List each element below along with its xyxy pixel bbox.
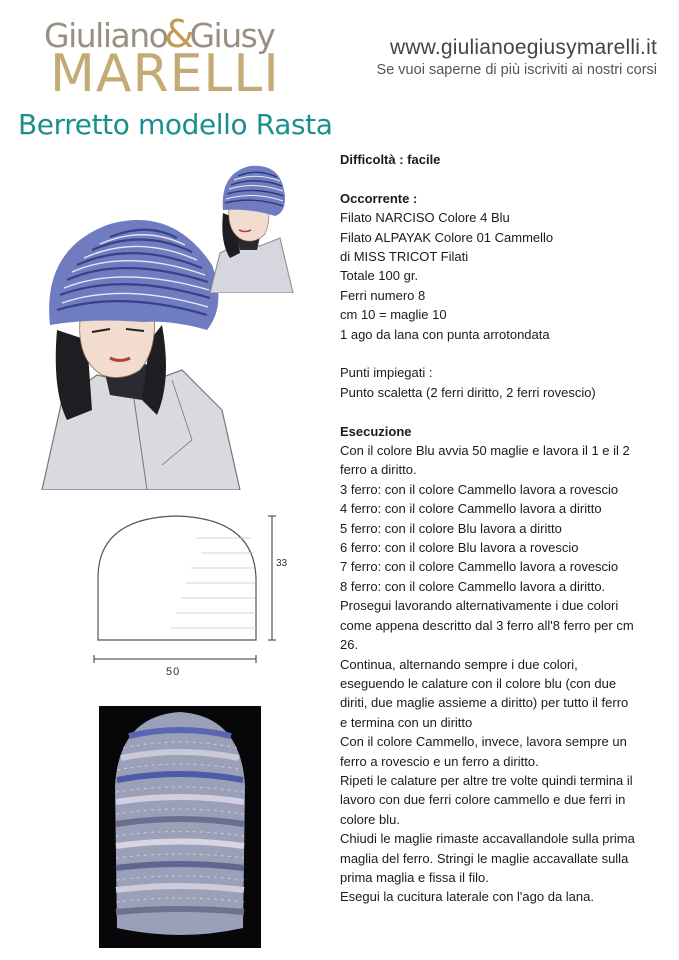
pattern-instructions — [340, 150, 672, 907]
materials-item: Filato NARCISO Colore 4 Blu — [340, 210, 510, 226]
execution-line: ferro a rovescio e un ferro a diritto. — [340, 753, 539, 769]
execution-line: diriti, due maglie assieme a diritto) per tutto il ferro — [340, 695, 629, 711]
execution-line: e termina con un diritto — [340, 714, 473, 730]
fashion-illustration-inset — [205, 158, 295, 293]
materials-heading: Occorrente : — [340, 190, 418, 206]
execution-line: come appena descritto dal 3 ferro all'8 ferro per cm — [340, 617, 634, 633]
execution-line: lavoro con due ferri colore cammello e due ferri in — [340, 792, 626, 808]
execution-line: 4 ferro: con il colore Cammello lavora a diritto — [340, 501, 602, 517]
materials-item: Filato ALPAYAK Colore 01 Cammello — [340, 229, 554, 245]
execution-line: prima maglia e fissa il filo. — [340, 869, 489, 885]
execution-line: maglia del ferro. Stringi le maglie accavallate sulla — [340, 850, 629, 866]
hat-diagram — [86, 508, 296, 688]
pattern-title: Berretto modello Rasta — [18, 108, 333, 141]
execution-line: Con il colore Blu avvia 50 maglie e lavora il 1 e il 2 — [340, 443, 630, 459]
stitches-text: Punto scaletta (2 ferri diritto, 2 ferri rovescio) — [340, 384, 596, 400]
logo-name-giuliano: Giuliano — [44, 16, 168, 55]
materials-item: di MISS TRICOT Filati — [340, 249, 469, 265]
materials-item: Ferri numero 8 — [340, 287, 426, 303]
execution-line: Esegui la cucitura laterale con l'ago da lana. — [340, 889, 594, 905]
execution-line: ferro a diritto. — [340, 462, 417, 478]
logo-ampersand: & — [164, 12, 193, 56]
execution-line: Continua, alternando sempre i due colori, — [340, 656, 578, 672]
execution-line: Prosegui lavorando alternativamente i due colori — [340, 598, 619, 614]
execution-line: 5 ferro: con il colore Blu lavora a diritto — [340, 520, 562, 536]
execution-line: 8 ferro: con il colore Cammello lavora a diritto. — [340, 578, 606, 594]
logo-name-giusy: Giusy — [189, 16, 275, 55]
brand-logo-main: MARELLI — [50, 44, 280, 104]
difficulty-label: Difficoltà : facile — [340, 152, 441, 167]
execution-heading: Esecuzione — [340, 423, 412, 439]
diagram-width-label: 50 — [166, 666, 181, 678]
execution-line: Con il colore Cammello, invece, lavora sempre un — [340, 734, 627, 750]
site-url[interactable]: www.giulianoegiusymarelli.it — [389, 36, 657, 59]
knitted-hat-photo — [99, 706, 261, 948]
site-tagline: Se vuoi saperne di più iscriviti ai nostri corsi — [376, 62, 657, 78]
execution-line: 3 ferro: con il colore Cammello lavora a rovescio — [340, 481, 619, 497]
execution-line: Ripeti le calature per altre tre volte quindi termina il — [340, 772, 633, 788]
stitches-heading: Punti impiegati : — [340, 365, 433, 381]
execution-line: 6 ferro: con il colore Blu lavora a rovescio — [340, 540, 579, 556]
diagram-height-label: 33 — [276, 558, 288, 569]
execution-line: 26. — [340, 637, 359, 653]
materials-item: cm 10 = maglie 10 — [340, 307, 447, 323]
execution-line: eseguendo le calature con il colore blu (con due — [340, 675, 617, 691]
materials-item: 1 ago da lana con punta arrotondata — [340, 326, 550, 342]
materials-item: Totale 100 gr. — [340, 268, 419, 284]
execution-line: 7 ferro: con il colore Cammello lavora a rovescio — [340, 559, 619, 575]
execution-line: colore blu. — [340, 811, 400, 827]
execution-line: Chiudi le maglie rimaste accavallandole sulla prima — [340, 831, 635, 847]
